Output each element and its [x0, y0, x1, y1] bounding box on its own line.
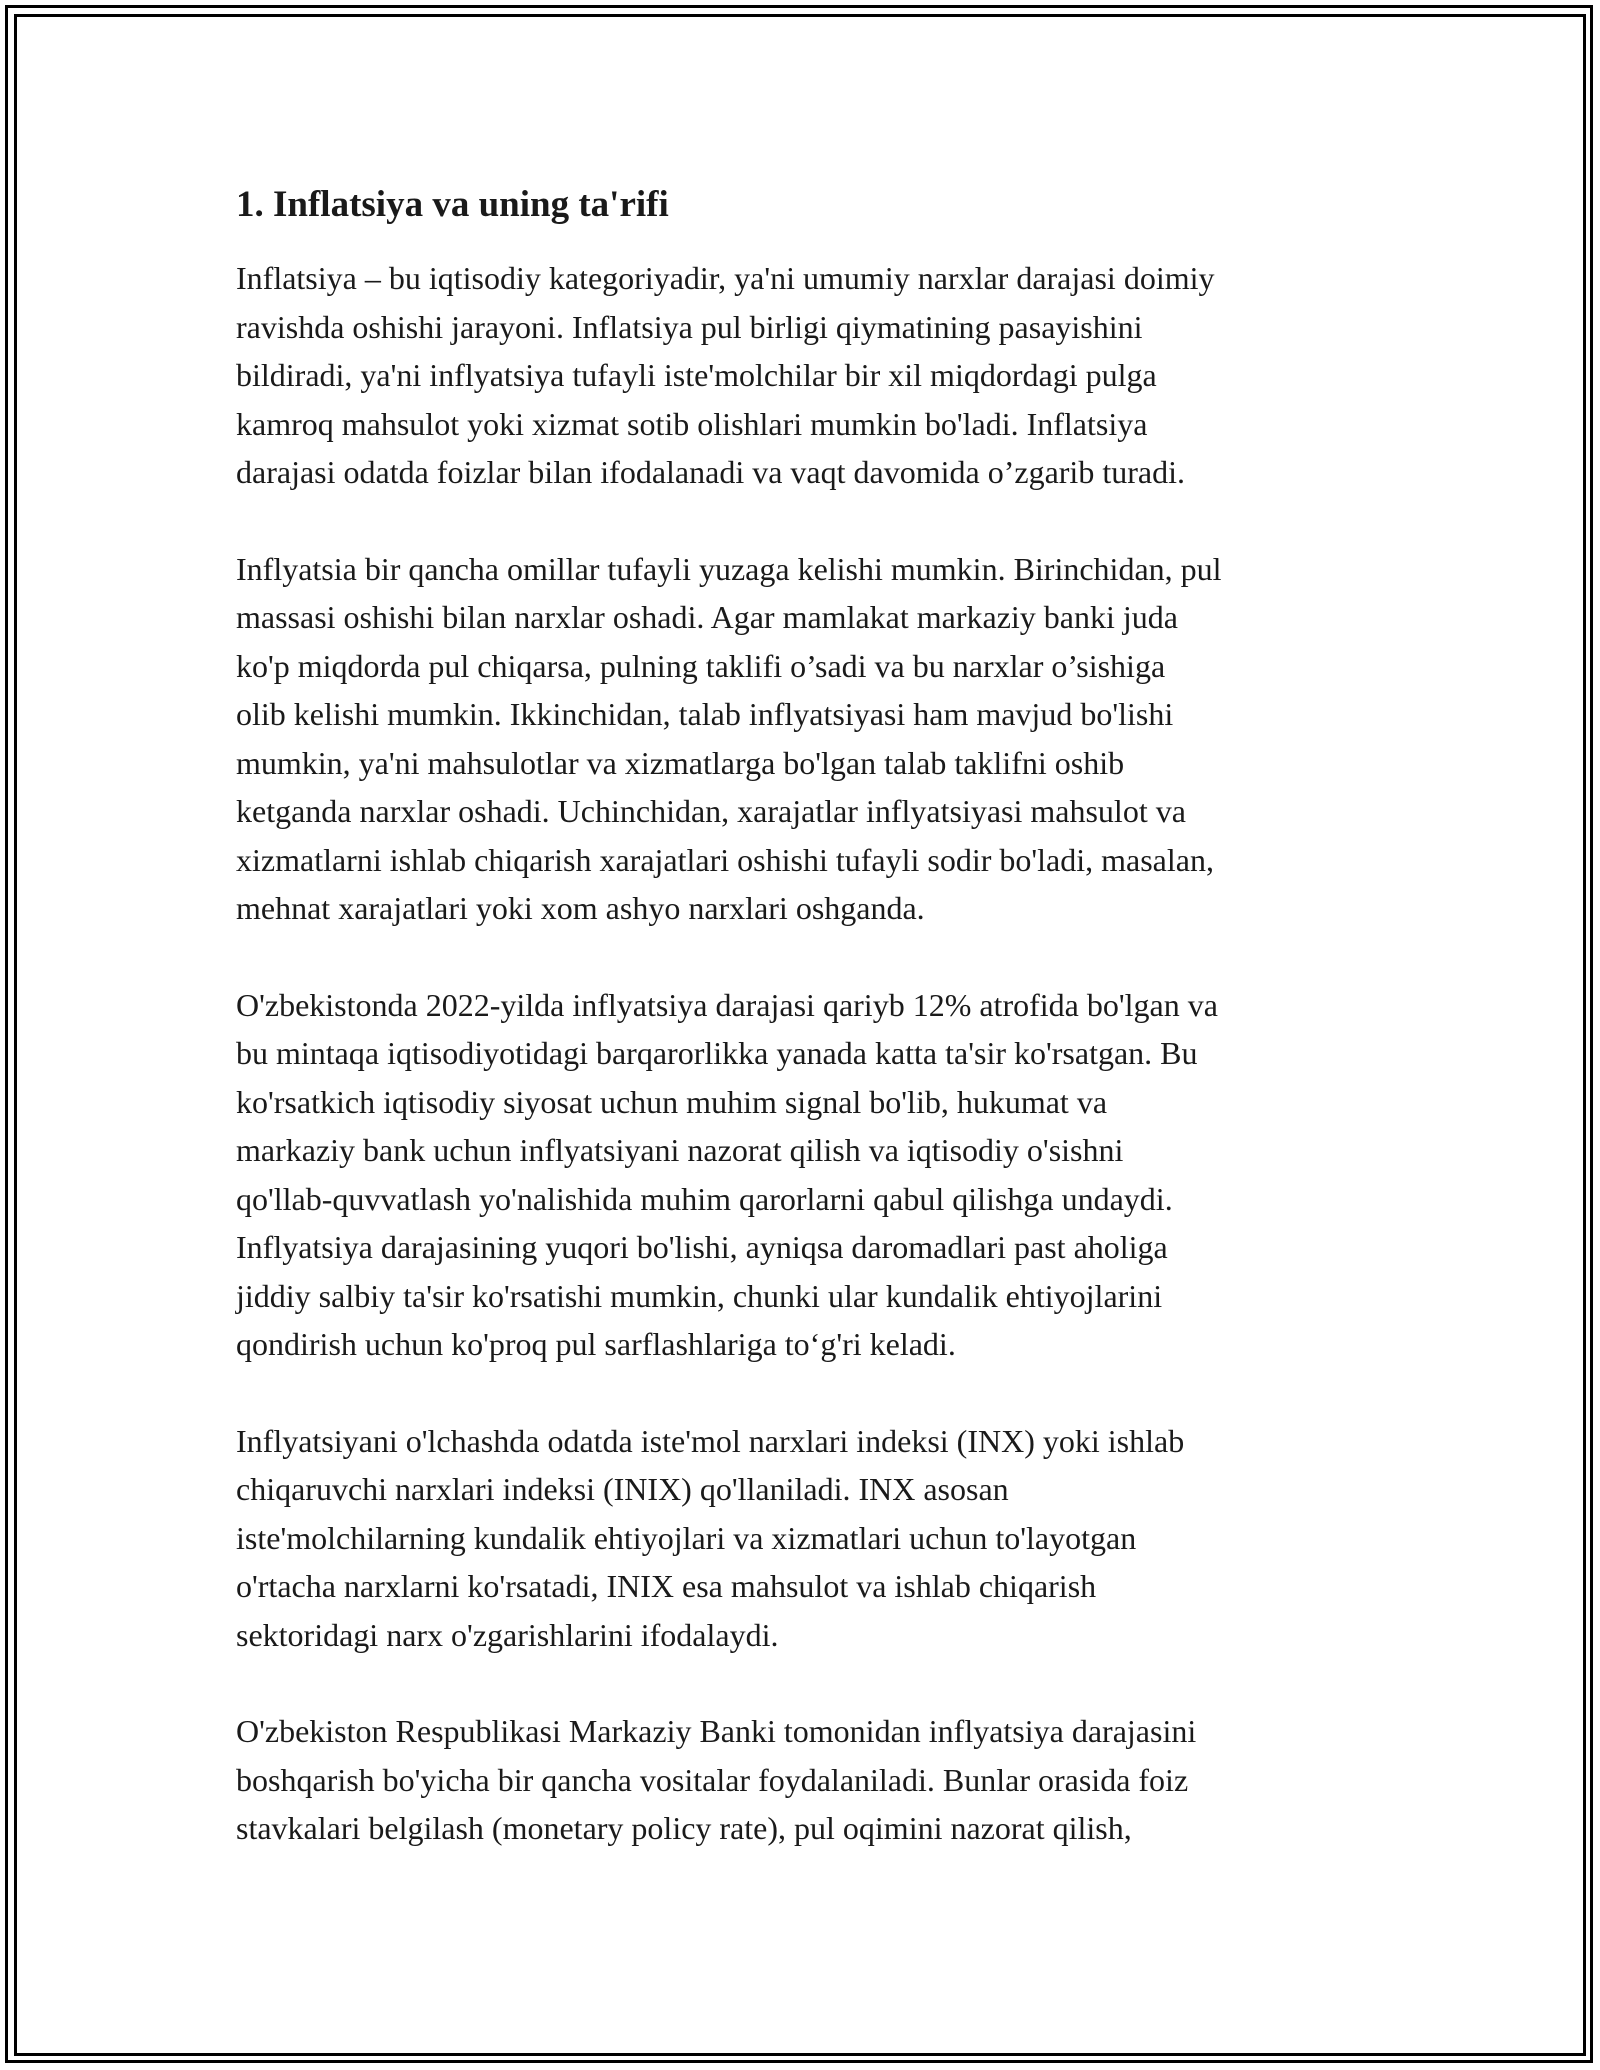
paragraph: [236, 545, 1386, 933]
paragraph: [236, 1707, 1386, 1853]
paragraph-line: xizmatlarni ishlab chiqarish xarajatlari oshishi tufayli sodir bo'ladi, masalan,: [236, 841, 1214, 878]
paragraph-line: sektoridagi narx o'zgarishlarini ifodalaydi.: [236, 1616, 779, 1653]
paragraph-line: ravishda oshishi jarayoni. Inflatsiya pul birligi qiymatining pasayishini: [236, 308, 1143, 345]
paragraph-line: Inflyatsiya darajasining yuqori bo'lishi, ayniqsa daromadlari past aholiga: [236, 1229, 1168, 1265]
paragraph: [236, 981, 1386, 1369]
paragraph-line: ketganda narxlar oshadi. Uchinchidan, xarajatlar inflyatsiyasi mahsulot va: [236, 793, 1186, 829]
paragraph-line: Inflatsiya – bu iqtisodiy kategoriyadir, ya'ni umumiy narxlar darajasi doimiy: [236, 260, 1215, 296]
paragraph: [236, 254, 1386, 497]
paragraph-line: boshqarish bo'yicha bir qancha vositalar foydalaniladi. Bunlar orasida foiz: [236, 1761, 1189, 1798]
paragraph-line: mumkin, ya'ni mahsulotlar va xizmatlarga bo'lgan talab taklifni oshib: [236, 744, 1125, 781]
paragraph-list: [236, 254, 1386, 1853]
paragraph-line: qondirish uchun ko'proq pul sarflashlariga to‘g'ri keladi.: [236, 1326, 956, 1362]
paragraph-line: massasi oshishi bilan narxlar oshadi. Agar mamlakat markaziy banki juda: [236, 599, 1178, 635]
section-heading: 1. Inflatsiya va uning ta'rifi: [236, 184, 669, 225]
paragraph-line: kamroq mahsulot yoki xizmat sotib olishlari mumkin bo'ladi. Inflatsiya: [236, 405, 1148, 442]
paragraph-line: bildiradi, ya'ni inflyatsiya tufayli iste'molchilar bir xil miqdordagi pulga: [236, 357, 1157, 393]
paragraph-line: O'zbekistonda 2022-yilda inflyatsiya darajasi qariyb 12% atrofida bo'lgan va: [236, 986, 1218, 1023]
paragraph-line: olib kelishi mumkin. Ikkinchidan, talab inflyatsiyasi ham mavjud bo'lishi: [236, 696, 1174, 732]
paragraph-line: Inflyatsia bir qancha omillar tufayli yuzaga kelishi mumkin. Birinchidan, pul: [236, 550, 1222, 587]
paragraph-line: qo'llab-quvvatlash yo'nalishida muhim qarorlarni qabul qilishga undaydi.: [236, 1180, 1173, 1217]
paragraph-line: ko'rsatkich iqtisodiy siyosat uchun muhim signal bo'lib, hukumat va: [236, 1083, 1108, 1120]
paragraph-line: stavkalari belgilash (monetary policy rate), pul oqimini nazorat qilish,: [236, 1810, 1132, 1846]
paragraph-line: jiddiy salbiy ta'sir ko'rsatishi mumkin, chunki ular kundalik ehtiyojlarini: [236, 1277, 1163, 1314]
paragraph-line: ko'p miqdorda pul chiqarsa, pulning taklifi o’sadi va bu narxlar o’sishiga: [236, 647, 1166, 684]
document-body: [236, 182, 1386, 1901]
paragraph-line: markaziy bank uchun inflyatsiyani nazorat qilish va iqtisodiy o'sishni: [236, 1132, 1124, 1168]
paragraph-line: mehnat xarajatlari yoki xom ashyo narxlari oshganda.: [236, 890, 925, 926]
paragraph-line: Inflyatsiyani o'lchashda odatda iste'mol narxlari indeksi (INX) yoki ishlab: [236, 1422, 1185, 1459]
paragraph-line: o'rtacha narxlarni ko'rsatadi, INIX esa mahsulot va ishlab chiqarish: [236, 1568, 1097, 1604]
paragraph-line: chiqaruvchi narxlari indeksi (INIX) qo'llaniladi. INX asosan: [236, 1471, 1009, 1507]
paragraph-line: iste'molchilarning kundalik ehtiyojlari va xizmatlari uchun to'layotgan: [236, 1519, 1137, 1556]
paragraph: [236, 1417, 1386, 1660]
paragraph-line: O'zbekiston Respublikasi Markaziy Banki tomonidan inflyatsiya darajasini: [236, 1713, 1197, 1749]
paragraph-line: bu mintaqa iqtisodiyotidagi barqarorlikka yanada katta ta'sir ko'rsatgan. Bu: [236, 1035, 1198, 1071]
paragraph-line: darajasi odatda foizlar bilan ifodalanadi va vaqt davomida o’zgarib turadi.: [236, 454, 1185, 490]
